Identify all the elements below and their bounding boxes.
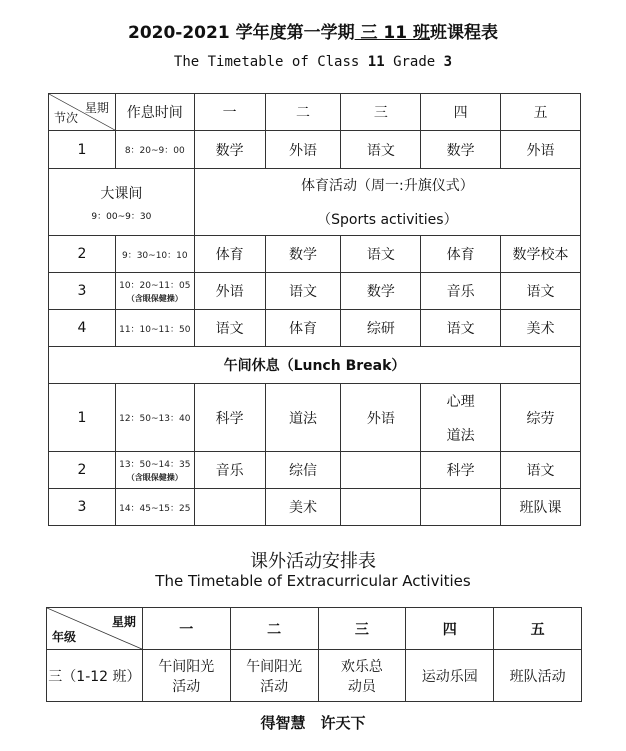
activities-title: 课外活动安排表 [250, 551, 376, 572]
class-name: 三 11 班 [354, 23, 431, 43]
table-row: 2 9：30~10：10 体育 数学 语文 体育 数学校本 [49, 236, 581, 273]
class-timetable [48, 93, 581, 526]
activities-subtitle: The Timetable of Extracurricular Activities [155, 572, 471, 590]
table-row: 3 10：20~11：05 （含眼保健操） 外语 语文 数学 音乐 语文 [49, 273, 581, 310]
timetable-subtitle: The Timetable of Class 11 Grade 3 [173, 54, 453, 70]
day-header: 三 [341, 94, 421, 131]
table-row: 三（1-12 班） 午间阳光 活动 午间阳光 活动 欢乐总 动员 运动乐园 班队活动 [47, 650, 582, 702]
break-row: 大课间 9：00~9：30 体育活动（周一:升旗仪式） （Sports activities） [49, 169, 581, 236]
day-header: 二 [230, 608, 318, 650]
day-header: 五 [494, 608, 582, 650]
day-header: 四 [406, 608, 494, 650]
day-header: 二 [265, 94, 341, 131]
time-header: 作息时间 [115, 94, 194, 131]
motto: 得智慧 许天下 [260, 714, 366, 732]
day-header: 四 [421, 94, 501, 131]
table-row: 1 12：50~13：40 科学 道法 外语 心理 道法 综劳 [49, 384, 581, 452]
day-header: 五 [501, 94, 581, 131]
table-row: 1 8：20~9：00 数学 外语 语文 数学 外语 [49, 131, 581, 169]
day-header: 三 [318, 608, 406, 650]
corner-header: 星期 年级 [47, 608, 143, 650]
corner-header: 星期 节次 [49, 94, 116, 131]
timetable-title: 2020-2021 学年度第一学期 三 11 班班课程表 [127, 23, 499, 43]
table-row: 4 11：10~11：50 语文 体育 综研 语文 美术 [49, 310, 581, 347]
table-row: 2 13：50~14：35 （含眼保健操） 音乐 综信 科学 语文 [49, 452, 581, 489]
day-header: 一 [142, 608, 230, 650]
lunch-row: 午间休息（Lunch Break） [49, 347, 581, 384]
day-header: 一 [194, 94, 265, 131]
activities-table [46, 607, 582, 702]
table-row: 3 14：45~15：25 美术 班队课 [49, 489, 581, 526]
